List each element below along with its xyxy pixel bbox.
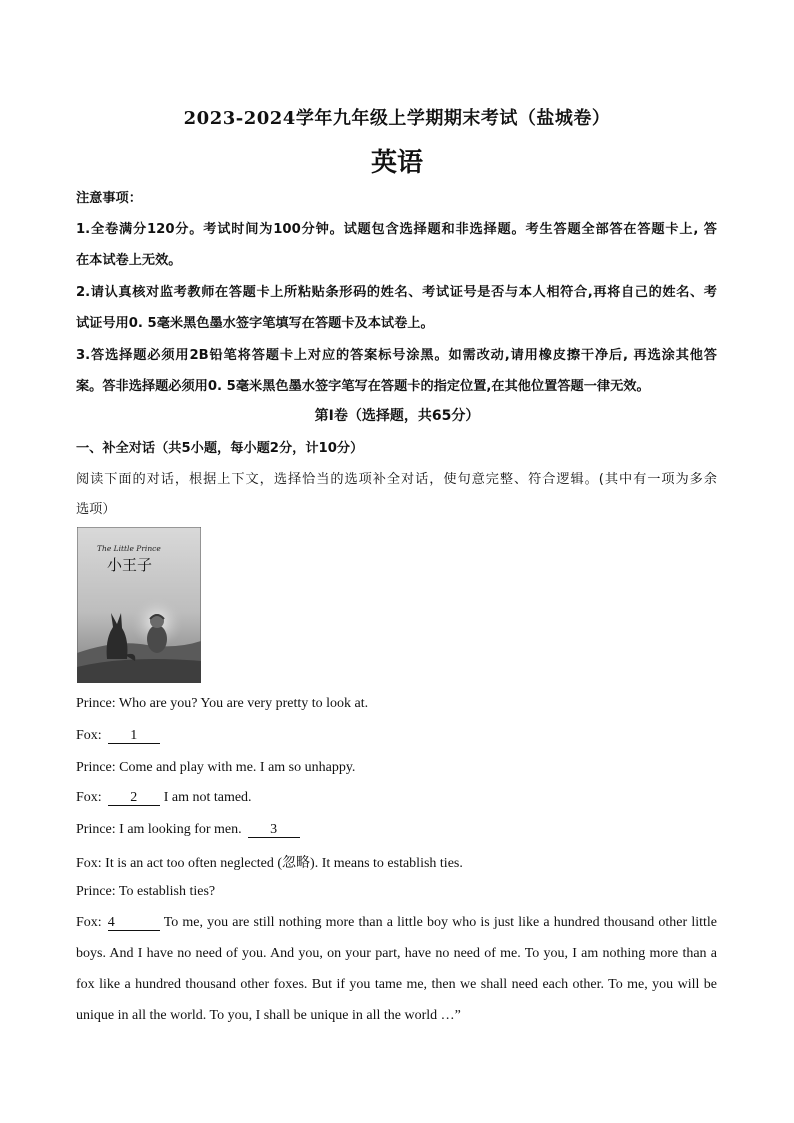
dialogue-line-4 — [76, 790, 252, 806]
dialogue-line-7: Prince: To establish ties? — [76, 884, 216, 899]
dialogue-line-10: fox like a hundred thousand other foxes. But if you tame me, then we shall need each other. To me, you will be — [76, 977, 717, 992]
dialogue-line-1: Prince: Who are you? You are very pretty to look at. — [76, 696, 369, 711]
exam-title: 2023-2024学年九年级上学期期末考试（盐城卷） — [183, 108, 611, 129]
cover-chinese-title: 小王子 — [107, 556, 153, 574]
dialogue-line-11: unique in all the world. To you, I shall be unique in all the world …” — [76, 1008, 461, 1023]
notice-item-3-line-1: 3.答选择题必须用2B铅笔将答题卡上对应的答案标号涂黑。如需改动,请用橡皮擦干净后, 再选涂其他答 — [76, 348, 717, 363]
subject-title: 英语 — [370, 148, 423, 178]
dialogue-line-9: boys. And I have no need of you. And you, on your part, have no need of me. To you, I am nothing more than a — [76, 946, 717, 961]
little-prince-cover-image — [77, 527, 201, 683]
answer-blank-1: 1 — [108, 728, 160, 744]
answer-blank-3: 3 — [248, 822, 300, 838]
cover-english-title: The Little Prince — [97, 544, 161, 553]
dialogue-text: I am not tamed. — [163, 790, 252, 805]
instructions-line-2: 选项） — [76, 502, 116, 517]
speaker-fox: Fox: — [76, 915, 102, 930]
instructions-line-1: 阅读下面的对话，根据上下文，选择恰当的选项补全对话，使句意完整、符合逻辑。(其中有一项为多余 — [76, 472, 717, 487]
notice-heading: 注意事项： — [76, 191, 142, 206]
notice-item-2-line-1: 2.请认真核对监考教师在答题卡上所粘贴条形码的姓名、考试证号是否与本人相符合,再将自己的姓名、考 — [76, 285, 717, 300]
notice-item-1-line-2: 在本试卷上无效。 — [76, 253, 182, 268]
dialogue-line-3: Prince: Come and play with me. I am so unhappy. — [76, 760, 356, 775]
dialogue-line-8 — [76, 915, 717, 931]
dialogue-line-2 — [76, 728, 164, 744]
speaker-fox: Fox: — [76, 790, 102, 805]
dialogue-text: Prince: I am looking for men. — [76, 822, 242, 837]
notice-item-3-line-2: 案。答非选择题必须用0. 5毫米黑色墨水签字笔写在答题卡的指定位置,在其他位置答题一律无效。 — [76, 379, 650, 394]
section-title: 第Ⅰ卷（选择题，共65分） — [314, 408, 480, 424]
part1-heading: 一、补全对话（共5小题，每小题2分，计10分） — [76, 441, 364, 456]
answer-blank-4: 4 — [108, 915, 160, 931]
notice-item-2-line-2: 试证号用0. 5毫米黑色墨水签字笔填写在答题卡及本试卷上。 — [76, 316, 434, 331]
speaker-fox: Fox: — [76, 728, 102, 743]
notice-item-1-line-1: 1.全卷满分120分。考试时间为100分钟。试题包含选择题和非选择题。考生答题全部答在答题卡上, 答 — [76, 222, 717, 237]
dialogue-line-6: Fox: It is an act too often neglected (忽略). It means to establish ties. — [76, 856, 463, 871]
dialogue-text: To me, you are still nothing more than a little boy who is just like a hundred thousand other little — [163, 915, 717, 930]
answer-blank-2: 2 — [108, 790, 160, 806]
dialogue-line-5 — [76, 822, 304, 838]
